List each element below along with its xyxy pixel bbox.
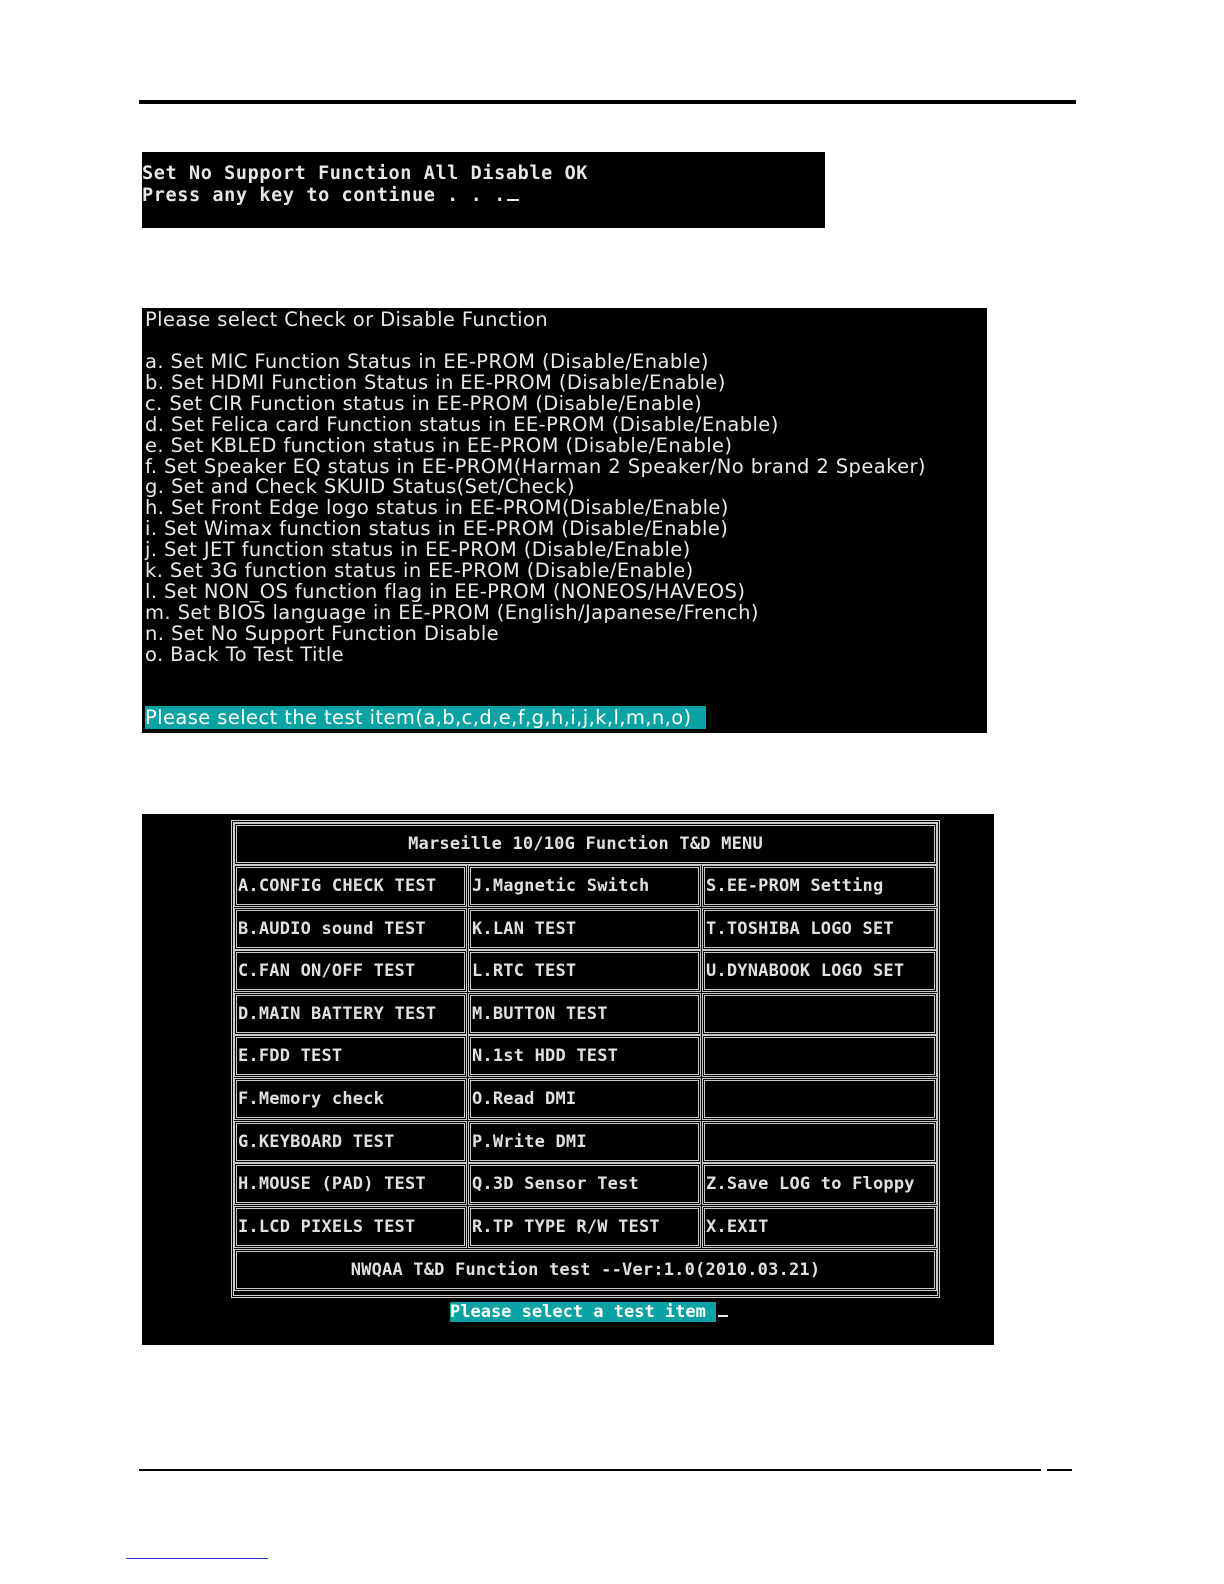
function-option[interactable]: o. Back To Test Title	[145, 642, 345, 666]
menu-item[interactable]: K.LAN TEST	[468, 908, 701, 950]
function-option[interactable]: e. Set KBLED function status in EE-PROM (Disable/Enable)	[145, 433, 733, 457]
menu-item[interactable]: N.1st HDD TEST	[468, 1035, 701, 1077]
menu-item[interactable]: L.RTC TEST	[468, 950, 701, 992]
menu-item[interactable]: J.Magnetic Switch	[468, 865, 701, 907]
menu-item[interactable]: M.BUTTON TEST	[468, 993, 701, 1035]
menu-item[interactable]: F.Memory check	[234, 1078, 467, 1120]
continue-prompt	[142, 185, 519, 207]
text-cursor	[507, 199, 519, 201]
menu-empty-cell	[702, 1035, 937, 1077]
menu-item[interactable]: X.EXIT	[702, 1206, 937, 1248]
function-option[interactable]: i. Set Wimax function status in EE-PROM (Disable/Enable)	[145, 517, 729, 541]
status-message: Set No Support Function All Disable OK	[142, 163, 589, 184]
function-option[interactable]: j. Set JET function status in EE-PROM (Disable/Enable)	[145, 538, 691, 562]
function-option[interactable]: g. Set and Check SKUID Status(Set/Check)	[145, 475, 575, 499]
function-select-screenshot	[142, 308, 987, 733]
footer-rule	[139, 1469, 1041, 1471]
menu-select-prompt-text: Please select a test item	[450, 1302, 716, 1322]
function-option[interactable]: n. Set No Support Function Disable	[145, 621, 500, 645]
menu-item[interactable]: Z.Save LOG to Floppy	[702, 1163, 937, 1205]
menu-item[interactable]: E.FDD TEST	[234, 1035, 467, 1077]
menu-footer: NWQAA T&D Function test --Ver:1.0(2010.03.21)	[234, 1249, 937, 1291]
menu-item[interactable]: O.Read DMI	[468, 1078, 701, 1120]
header-rule	[139, 100, 1076, 104]
function-option[interactable]: l. Set NON_OS function flag in EE-PROM (NONEOS/HAVEOS)	[145, 579, 746, 603]
menu-select-prompt[interactable]	[450, 1302, 728, 1323]
menu-item[interactable]: C.FAN ON/OFF TEST	[234, 950, 467, 992]
menu-item[interactable]: P.Write DMI	[468, 1121, 701, 1163]
function-option[interactable]: b. Set HDMI Function Status in EE-PROM (Disable/Enable)	[145, 370, 726, 394]
function-option[interactable]: c. Set CIR Function status in EE-PROM (Disable/Enable)	[145, 391, 703, 415]
footer-link-underline	[126, 1558, 268, 1559]
select-prompt[interactable]	[145, 707, 706, 728]
menu-item[interactable]: U.DYNABOOK LOGO SET	[702, 950, 937, 992]
function-menu-heading: Please select Check or Disable Function	[145, 308, 549, 331]
function-option[interactable]: k. Set 3G function status in EE-PROM (Disable/Enable)	[145, 559, 694, 582]
continue-prompt-text: Press any key to continue . . .	[142, 185, 506, 206]
select-prompt-text: Please select the test item(a,b,c,d,e,f,g,h,i,j,k,l,m,n,o)	[145, 706, 706, 729]
menu-item[interactable]: D.MAIN BATTERY TEST	[234, 993, 467, 1035]
td-menu-screenshot	[142, 814, 994, 1345]
menu-item[interactable]: H.MOUSE (PAD) TEST	[234, 1163, 467, 1205]
menu-item[interactable]: Q.3D Sensor Test	[468, 1163, 701, 1205]
menu-item[interactable]: B.AUDIO sound TEST	[234, 908, 467, 950]
menu-empty-cell	[702, 1078, 937, 1120]
confirmation-screenshot	[142, 152, 825, 228]
function-option[interactable]: m. Set BIOS language in EE-PROM (English/Japanese/French)	[145, 600, 759, 624]
function-option[interactable]: a. Set MIC Function Status in EE-PROM (Disable/Enable)	[145, 350, 709, 373]
menu-item[interactable]: I.LCD PIXELS TEST	[234, 1206, 467, 1248]
menu-empty-cell	[702, 1121, 937, 1163]
menu-title: Marseille 10/10G Function T&D MENU	[234, 823, 937, 865]
menu-empty-cell	[702, 993, 937, 1035]
menu-item[interactable]: S.EE-PROM Setting	[702, 865, 937, 907]
menu-item[interactable]: R.TP TYPE R/W TEST	[468, 1206, 701, 1248]
function-option[interactable]: f. Set Speaker EQ status in EE-PROM(Harman 2 Speaker/No brand 2 Speaker)	[145, 454, 926, 478]
function-option[interactable]: d. Set Felica card Function status in EE-PROM (Disable/Enable)	[145, 412, 779, 436]
footer-rule-short	[1047, 1469, 1072, 1471]
text-cursor	[718, 1315, 728, 1317]
menu-item[interactable]: A.CONFIG CHECK TEST	[234, 865, 467, 907]
function-option[interactable]: h. Set Front Edge logo status in EE-PROM(Disable/Enable)	[145, 496, 729, 520]
menu-item[interactable]: T.TOSHIBA LOGO SET	[702, 908, 937, 950]
menu-item[interactable]: G.KEYBOARD TEST	[234, 1121, 467, 1163]
